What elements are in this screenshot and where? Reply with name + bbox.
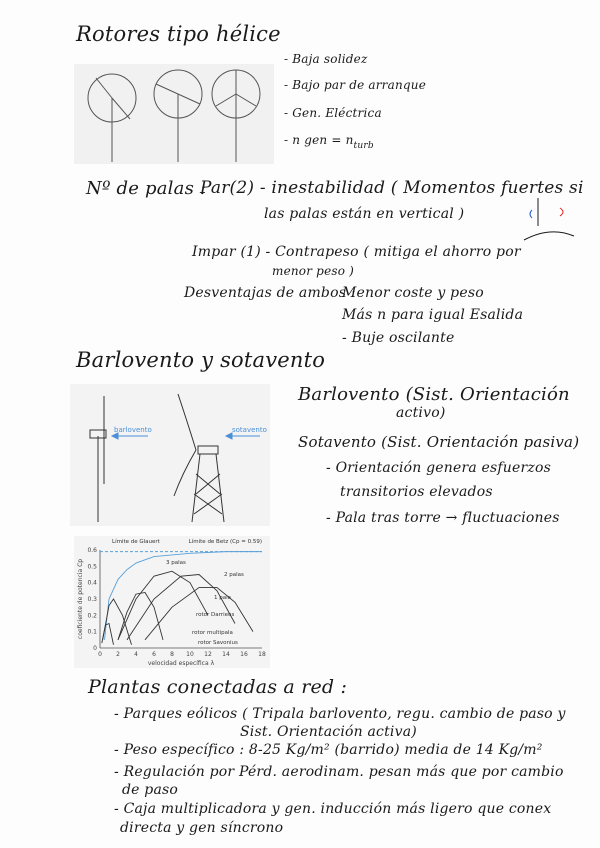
sotavento-transitorios: transitorios elevados xyxy=(340,484,493,500)
x-tick-label: 12 xyxy=(204,651,212,658)
plantas-l4: - Regulación por Pérd. aerodinam. pesan más que por cambio xyxy=(114,764,564,780)
blades-esalida: Más n para igual Esalida xyxy=(342,307,524,323)
blades-buje: - Buje oscilante xyxy=(342,330,455,346)
plantas-l6: - Caja multiplicadora y gen. inducción más ligero que conex xyxy=(114,801,552,817)
x-tick-label: 8 xyxy=(170,651,174,658)
plantas-l5: de paso xyxy=(122,782,179,798)
y-tick-label: 0 xyxy=(93,645,97,652)
blades-heading: Nº de palas : xyxy=(86,178,207,199)
plantas-l1: - Parques eólicos ( Tripala barlovento, regu. cambio de paso y xyxy=(114,706,566,722)
chart-annotation: rotor Savonius xyxy=(198,640,238,646)
y-tick-label: 0.6 xyxy=(87,547,97,554)
x-tick-label: 4 xyxy=(134,651,138,658)
chart-annotation: 1 pala xyxy=(214,595,232,601)
blades-coste: Menor coste y peso xyxy=(342,285,484,301)
bullet-n-text: - n gen = n xyxy=(284,133,354,147)
sotavento-heading: Sotavento (Sist. Orientación pasiva) xyxy=(298,433,580,451)
x-tick-label: 0 xyxy=(98,651,102,658)
x-tick-label: 18 xyxy=(258,651,266,658)
section-title-barlovento: Barlovento y sotavento xyxy=(76,348,326,372)
bullet-gen: - Gen. Eléctrica xyxy=(284,106,382,120)
blades-desventajas: Desventajas de ambos : xyxy=(184,285,356,301)
y-axis-label: coeficiente de potencia Cp xyxy=(77,558,84,640)
bullet-n xyxy=(284,133,374,151)
x-axis-label: velocidad específica λ xyxy=(147,660,215,667)
x-tick-label: 16 xyxy=(240,651,248,658)
bullet-solidez: - Baja solidez xyxy=(284,52,368,66)
chart-annotation: rotor multipala xyxy=(192,630,233,636)
blades-par: Par(2) - inestabilidad ( Momentos fuertes si xyxy=(200,178,584,198)
bullet-n-sub: turb xyxy=(353,141,374,151)
x-tick-label: 2 xyxy=(116,651,120,658)
y-tick-label: 0.1 xyxy=(87,628,97,636)
chart-annotation: 3 palas xyxy=(166,560,186,566)
plantas-l2: Sist. Orientación activa) xyxy=(240,724,417,740)
rotor-illustration xyxy=(74,64,274,164)
barlovento-heading: Barlovento (Sist. Orientación xyxy=(298,384,570,405)
section-title-rotores: Rotores tipo hélice xyxy=(76,22,281,46)
blade-sketch xyxy=(520,196,576,246)
bullet-par: - Bajo par de arranque xyxy=(284,78,427,92)
y-tick-label: 0.2 xyxy=(87,612,97,620)
x-tick-label: 14 xyxy=(222,651,230,658)
sotavento-orientacion: - Orientación genera esfuerzos xyxy=(326,460,551,476)
plantas-l7: directa y gen síncrono xyxy=(120,820,284,836)
barlovento-activo: activo) xyxy=(396,405,446,421)
section-title-plantas: Plantas conectadas a red : xyxy=(88,676,348,698)
blades-impar: Impar (1) - Contrapeso ( mitiga el ahorro por xyxy=(192,244,521,260)
sotavento-pala: - Pala tras torre → fluctuaciones xyxy=(326,510,560,526)
blades-vertical: las palas están en vertical ) xyxy=(264,206,465,222)
barlovento-sotavento-illustration xyxy=(70,384,270,526)
y-tick-label: 0.5 xyxy=(87,563,97,571)
barlovento-fig-label: barlovento xyxy=(114,426,152,434)
plantas-l3: - Peso específico : 8-25 Kg/m² (barrido) media de 14 Kg/m² xyxy=(114,742,543,758)
x-tick-label: 6 xyxy=(152,651,156,658)
cp-chart-svg xyxy=(74,536,270,668)
chart-annotation: Límite de Glauert xyxy=(112,539,160,545)
sotavento-fig-label: sotavento xyxy=(232,426,267,434)
x-tick-label: 10 xyxy=(186,651,194,658)
y-tick-label: 0.4 xyxy=(87,579,97,587)
blades-peso: menor peso ) xyxy=(272,264,355,278)
chart-annotation: rotor Darrieus xyxy=(196,612,235,618)
y-tick-label: 0.3 xyxy=(87,596,97,603)
chart-annotation: 2 palas xyxy=(224,572,244,578)
power-coefficient-chart xyxy=(74,536,270,668)
chart-annotation: Límite de Betz (Cp = 0.59) xyxy=(188,539,262,545)
